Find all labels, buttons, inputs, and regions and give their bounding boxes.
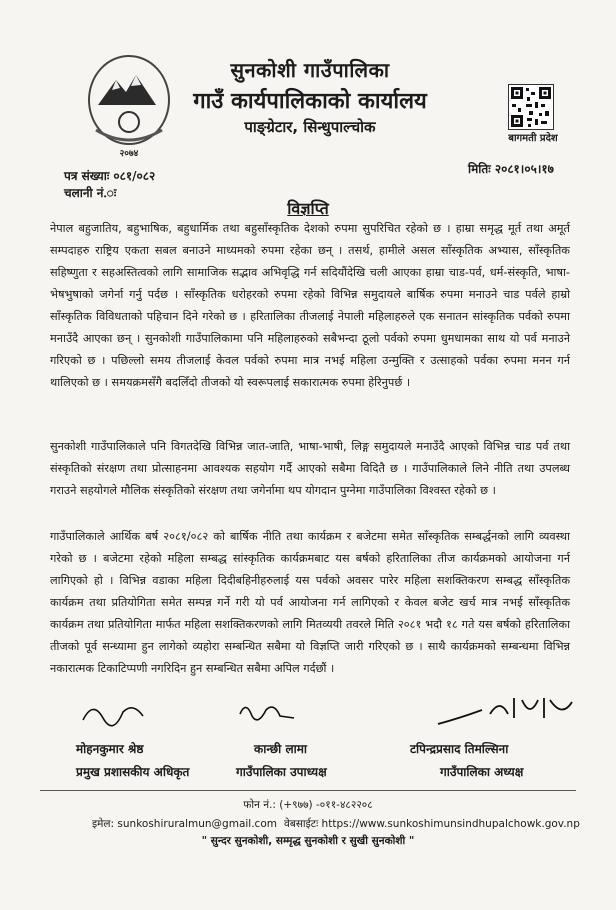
municipality-name: सुनकोशी गाउँपालिका [230,58,390,82]
emblem-year: २०७४ [119,149,139,159]
signatory-role: गाउँपालिका उपाध्यक्ष [236,765,327,779]
qr-code-icon [508,84,554,130]
paragraph-1: नेपाल बहुजातिय, बहुभाषिक, बहुधार्मिक तथा बहुसाँस्कृतिक देशको रुपमा सुपरिचित रहेको छ । हाम्रा समृद्ध मूर्त तथा अमूर्त सम्पदाहरु राष्ट्रिय एकता सबल बनाउने माध्यमको रुपमा रहेका छन् । तसर्थ, हामीले असल साँस्कृतिक अभ्यास, साँस्कृतिक सहिष्णुता र सहअस्तित्वको लागि सामाजिक सद्भाव अभिवृद्धि गर्न सदियौंदेखि चली आएका हाम्रा चाड-पर्व, धर्म-संस्कृति, भाषा-भेषभुषाको जगेर्ना गर्नु पर्दछ । साँस्कृतिक धरोहरको रुपमा रहेको विभिन्न समुदायले बार्षिक रुपमा मनाउने चाड पर्वले हाम्रो साँस्कृतिक विविधताको पहिचान दिने गरेको छ । हरितालिका तीजलाई नेपाली महिलाहरुले एक सनातन सांस्कृतिक पर्वको रुपमा मनाउँदै आएका छन् । सुनकोशी गाउँपालिकामा पनि महिलाहरुको सबैभन्दा ठूलो पर्वको रुपमा धुमधामका साथ यो पर्व मनाउने गरिएको छ । पछिल्लो समय तीजलाई केवल पर्वको रुपमा मात्र नभई महिला उन्मुक्ति र उत्साहको पर्वका रुपमा मनन गर्न थालिएको छ । समयक्रमसँगै बदलिँदो तीजको यो स्वरूपलाई सकारात्मक रुपमा हेरिनुपर्छ । [50,222,570,389]
signature-2 [232,694,302,734]
footer-phone: फोन नं.: (+९७७) -०११-४८२२०८ [243,799,373,811]
paragraph-2: सुनकोशी गाउँपालिकाले पनि विगतदेखि विभिन्न जात-जाति, भाषा-भाषी, लिङ्ग समुदायले मनाउँदै आएको विभिन्न चाड पर्व तथा संस्कृतिको संरक्षण तथा प्रोत्साहनमा आवश्यक सहयोग गर्दै आएको सबैमा विदितै छ । गाउँपालिकाले लिने नीति तथा उपलब्ध गराउने सहयोगले मौलिक संस्कृतिको संरक्षण तथा जगेर्नामा थप योगदान पुग्नेमा गाउँपालिका विश्वस्त रहेको छ । [50,440,570,497]
province-label: बागमती प्रदेश [508,133,558,144]
office-header [180,56,440,137]
signatory-name: मोहनकुमार श्रेष्ठ [76,742,144,756]
signature-3 [430,688,580,734]
signatory-block-2 [236,740,327,780]
office-name: गाउँ कार्यपालिकाको कार्यालय [193,89,427,114]
signatory-role: प्रमुख प्रशासकीय अधिकृत [76,765,190,779]
footer-slogan: " सुन्दर सुनकोशी, सम्मृद्ध सुनकोशी र सुखी सुनकोशी " [201,835,415,847]
letter-date: मितिः २०८१।०५।१७ [468,162,554,176]
footer-email[interactable]: इमेल: sunkoshiruralmun@gmail.com [92,818,277,830]
signatory-name: टपिन्द्रप्रसाद तिमल्सिना [410,742,509,756]
dispatch-number: चलानी नं.ः [64,186,117,200]
footer-website[interactable]: वेबसाईटः https://www.sunkoshimunsindhupalchowk.gov.np [284,818,580,830]
notice-title: विज्ञप्ति [287,199,329,218]
signatory-name: कान्छी लामा [254,742,307,756]
signatory-role: गाउँपालिका अध्यक्ष [440,765,524,779]
signature-1 [78,690,148,730]
footer-divider [40,790,576,791]
reference-number: पत्र संख्याः ०८१/०८२ [64,169,156,183]
paragraph-3: गाउँपालिकाले आर्थिक बर्ष २०८१/०८२ को बार्षिक नीति तथा कार्यक्रम र बजेटमा समेत साँस्कृतिक सम्बर्द्धनको लागि व्यवस्था गरेको छ । बजेटमा रहेको महिला सम्बद्ध सांस्कृतिक कार्यक्रमबाट यस बर्षको हरितालिका तीज कार्यक्रमको आयोजना गर्न लागिएको हो । विभिन्न वडाका महिला दिदीबहिनीहरुलाई यस पर्वको अवसर पारेर महिला सशक्तिकरण सम्बद्ध साँस्कृतिक कार्यक्रम तथा प्रतियोगिता समेत सम्पन्न गर्ने गरी यो पर्व आयोजना गर्न लागिएको र केवल बजेट खर्च मात्र नभई साँस्कृतिक कार्यक्रम तथा प्रतियोगिता मार्फत महिला सशक्तिकरणको लागि मितव्ययी तवरले मिति २०८१ भदौ १८ गते यस बर्षको हरितालिका तीजको पूर्व सन्ध्यामा हुन लागेको व्यहोरा सम्बन्धित सबैमा यो विज्ञप्ति जारी गरिएको छ । साथै कार्यक्रमको सम्बन्धमा विभिन्न नकारात्मक टिकाटिप्पणी नगरिदिन हुन सम्बन्धित सबैमा अपिल गर्दछौं । [50,530,570,675]
signatory-block-1 [76,740,189,780]
government-emblem-icon [86,50,172,160]
signatory-block-3 [410,740,523,780]
office-address: पाङ्ग्रेटार, सिन्धुपाल्चोक [244,118,376,136]
